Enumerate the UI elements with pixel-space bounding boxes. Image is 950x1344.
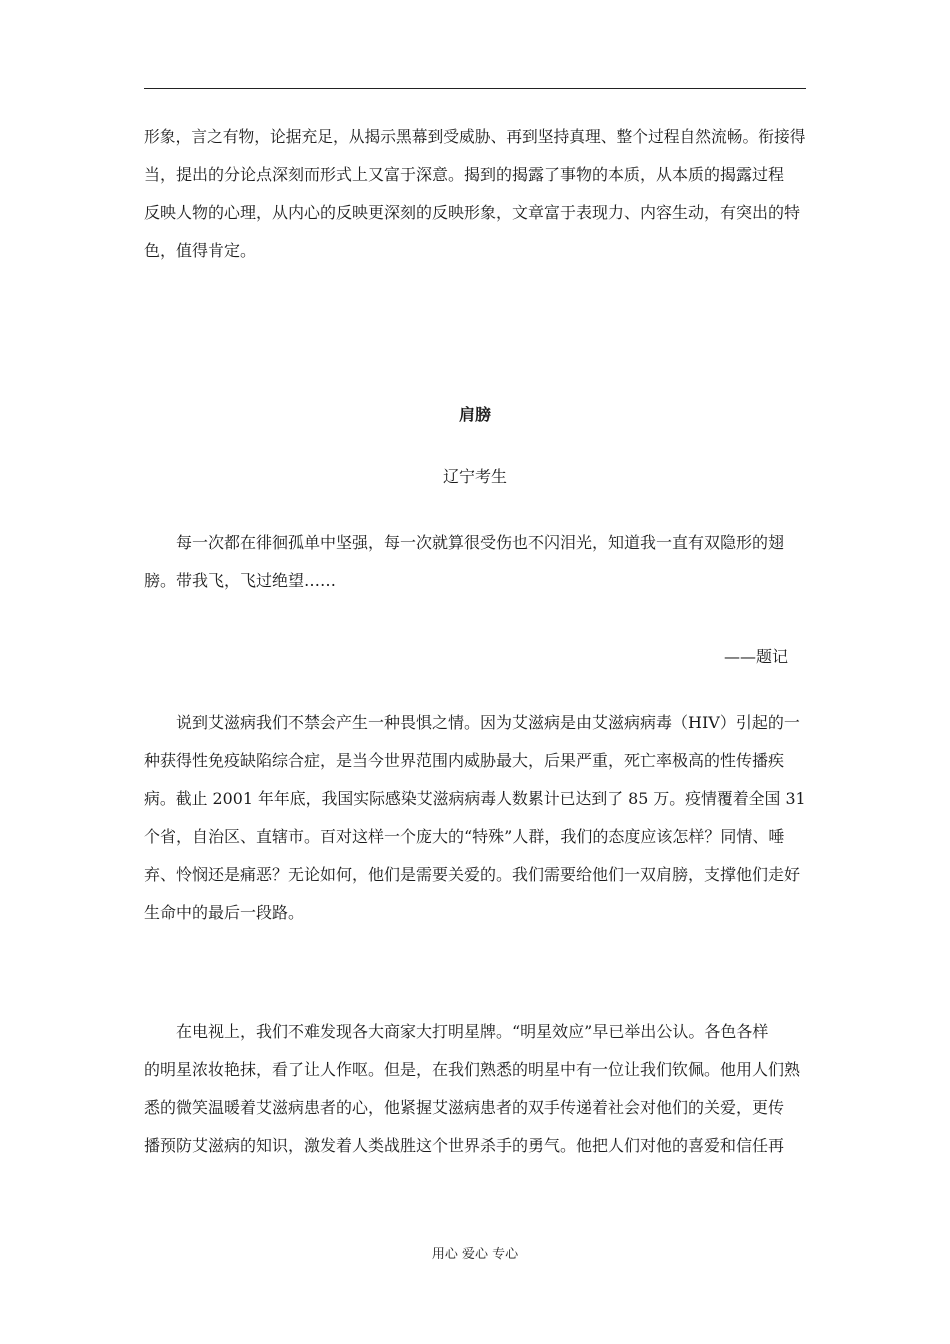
text-line: 形象，言之有物，论据充足，从揭示黑幕到受威胁、再到坚持真理、整个过程自然流畅。衔接得 bbox=[144, 127, 806, 146]
epigraph bbox=[144, 524, 806, 600]
page-footer: 用心 爱心 专心 bbox=[431, 1247, 519, 1262]
article-title: 肩膀 bbox=[458, 405, 491, 424]
text-line: 每一次都在徘徊孤单中坚强，每一次就算很受伤也不闪泪光，知道我一直有双隐形的翅 bbox=[176, 533, 785, 552]
body-paragraph bbox=[144, 1013, 806, 1165]
text-line: 种获得性免疫缺陷综合症，是当今世界范围内威胁最大，后果严重，死亡率极高的性传播疾 bbox=[144, 751, 785, 770]
text-line: 播预防艾滋病的知识，激发着人类战胜这个世界杀手的勇气。他把人们对他的喜爱和信任再 bbox=[144, 1136, 785, 1155]
text-line: 悉的微笑温暖着艾滋病患者的心，他紧握艾滋病患者的双手传递着社会对他们的关爱，更传 bbox=[144, 1098, 785, 1117]
text-line: 在电视上，我们不难发现各大商家大打明星牌。“明星效应”早已举出公认。各色各样 bbox=[176, 1022, 769, 1041]
text-line: 弃、怜悯还是痛恶？无论如何，他们是需要关爱的。我们需要给他们一双肩膀，支撑他们走好 bbox=[144, 865, 801, 884]
header-rule bbox=[144, 88, 806, 89]
text-line: 生命中的最后一段路。 bbox=[144, 903, 305, 922]
body-paragraph bbox=[144, 704, 806, 932]
text-line: 膀。带我飞，飞过绝望…… bbox=[144, 571, 337, 590]
text-line: 的明星浓妆艳抹，看了让人作呕。但是，在我们熟悉的明星中有一位让我们钦佩。他用人们熟 bbox=[144, 1060, 801, 1079]
previous-section-paragraph bbox=[144, 118, 806, 270]
text-line: 说到艾滋病我们不禁会产生一种畏惧之情。因为艾滋病是由艾滋病病毒（HIV）引起的一 bbox=[176, 713, 800, 732]
epigraph-signoff: ——题记 bbox=[723, 647, 788, 666]
text-line: 病。截止 2001 年年底，我国实际感染艾滋病病毒人数累计已达到了 85 万。疫情覆着全国 31 bbox=[144, 789, 806, 808]
text-line: 色，值得肯定。 bbox=[144, 241, 257, 260]
text-line: 反映人物的心理，从内心的反映更深刻的反映形象，文章富于表现力、内容生动，有突出的特 bbox=[144, 203, 801, 222]
text-line: 个省，自治区、直辖市。百对这样一个庞大的“特殊”人群，我们的态度应该怎样？同情、唾 bbox=[144, 827, 785, 846]
text-line: 当，提出的分论点深刻而形式上又富于深意。揭到的揭露了事物的本质，从本质的揭露过程 bbox=[144, 165, 785, 184]
article-author: 辽宁考生 bbox=[442, 467, 507, 486]
